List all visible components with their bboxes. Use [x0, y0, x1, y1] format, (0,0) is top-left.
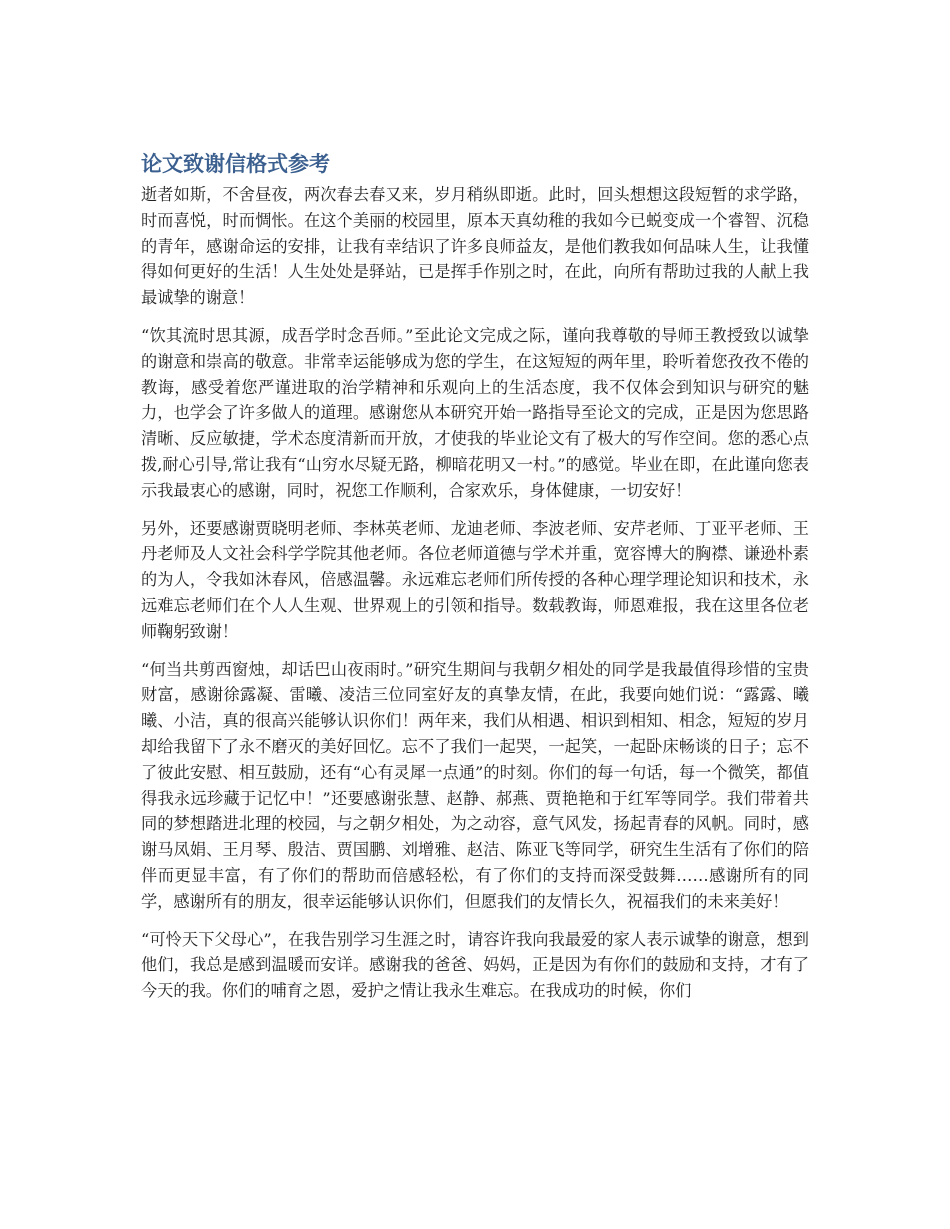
- document-title: 论文致谢信格式参考: [141, 152, 330, 176]
- paragraph-teachers: 另外，还要感谢贾晓明老师、李林英老师、龙迪老师、李波老师、安芹老师、丁亚平老师、王丹老师及人文社会科学学院其他老师。各位老师道德与学术并重，宽容博大的胸襟、谦逊朴素的为人，令我如沐春风，倍感温馨。永远难忘老师们所传授的各种心理学理论知识和技术，永远难忘老师们在个人人生观、世界观上的引领和指导。数载教诲，师恩难报，我在这里各位老师鞠躬致谢！: [141, 518, 809, 641]
- paragraph-advisor: “饮其流时思其源，成吾学时念吾师。”至此论文完成之际，谨向我尊敬的导师王教授致以诚挚的谢意和崇高的敬意。非常幸运能够成为您的学生，在这短短的两年里，聆听着您孜孜不倦的教诲，感受着您严谨进取的治学精神和乐观向上的生活态度，我不仅体会到知识与研究的魅力，也学会了许多做人的道理。感谢您从本研究开始一路指导至论文的完成，正是因为您思路清晰、反应敏捷，学术态度清新而开放，才使我的毕业论文有了极大的写作空间。您的悉心点拨,耐心引导,常让我有“山穷水尽疑无路，柳暗花明又一村。”的感觉。毕业在即，在此谨向您表示我最衷心的感谢，同时，祝您工作顺利，合家欢乐，身体健康，一切安好！: [141, 325, 809, 500]
- document-body: [141, 148, 809, 1016]
- paragraph-classmates: “何当共剪西窗烛，却话巴山夜雨时。”研究生期间与我朝夕相处的同学是我最值得珍惜的宝贵财富，感谢徐露凝、雷曦、凌洁三位同室好友的真挚友情，在此，我要向她们说：“露露、曦曦、小洁，真的很高兴能够认识你们！两年来，我们从相遇、相识到相知、相念，短短的岁月却给我留下了永不磨灭的美好回忆。忘不了我们一起哭，一起笑，一起卧床畅谈的日子；忘不了彼此安慰、相互鼓励，还有“心有灵犀一点通”的时刻。你们的每一句话，每一个微笑，都值得我永远珍藏于记忆中！”还要感谢张慧、赵静、郝燕、贾艳艳和于红军等同学。我们带着共同的梦想踏进北理的校园，与之朝夕相处，为之动容，意气风发，扬起青春的风帆。同时，感谢马凤娟、王月琴、殷洁、贾国鹏、刘增雅、赵洁、陈亚飞等同学，研究生生活有了你们的陪伴而更显丰富，有了你们的帮助而倍感轻松，有了你们的支持而深受鼓舞……感谢所有的同学，感谢所有的朋友，很幸运能够认识你们，但愿我们的友情长久，祝福我们的未来美好！: [141, 659, 809, 911]
- paragraph-family: “可怜天下父母心”，在我告别学习生涯之时，请容许我向我最爱的家人表示诚挚的谢意，想到他们，我总是感到温暖而安详。感谢我的爸爸、妈妈，正是因为有你们的鼓励和支持，才有了今天的我。你们的哺育之恩，爱护之情让我永生难忘。在我成功的时候，你们: [141, 929, 809, 1001]
- paragraph-intro: 逝者如斯，不舍昼夜，两次春去春又来，岁月稍纵即逝。此时，回头想想这段短暂的求学路，时而喜悦，时而惆怅。在这个美丽的校园里，原本天真幼稚的我如今已蜕变成一个睿智、沉稳的青年，感谢命运的安排，让我有幸结识了许多良师益友，是他们教我如何品味人生，让我懂得如何更好的生活！人生处处是驿站，已是挥手作别之时，在此，向所有帮助过我的人献上我最诚挚的谢意！: [141, 185, 809, 308]
